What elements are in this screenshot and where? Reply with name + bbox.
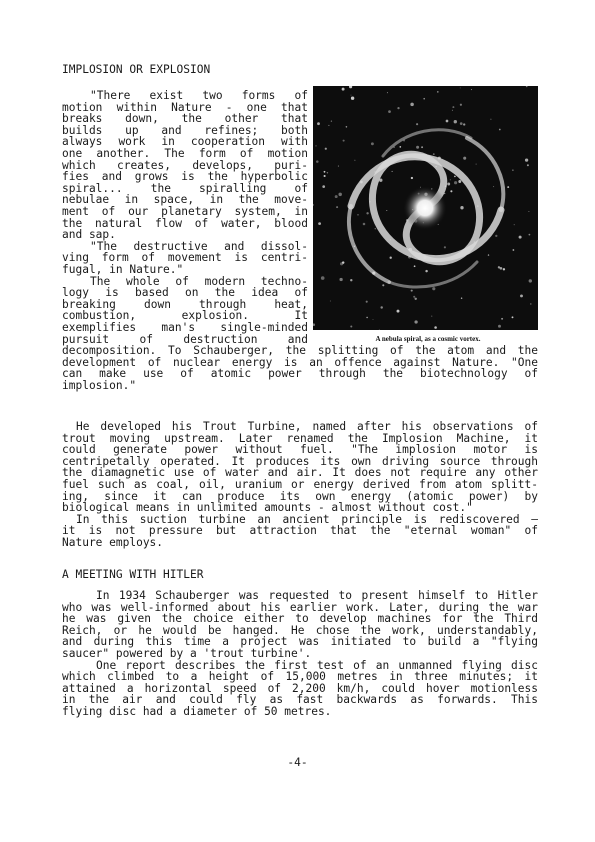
- star-dot: [444, 246, 446, 248]
- star-dot: [431, 316, 432, 317]
- star-dot: [416, 146, 419, 149]
- text-line: in the air and could fly as fast backwards as forwards. This: [62, 693, 538, 707]
- text-line: "The destructive and dissol-: [90, 239, 308, 253]
- star-dot: [454, 120, 457, 123]
- star-dot: [414, 265, 416, 267]
- star-dot: [520, 294, 523, 297]
- text-line: ving form of movement is centri-: [62, 251, 308, 265]
- star-dot: [463, 157, 466, 160]
- star-dot: [325, 148, 327, 150]
- star-dot: [351, 96, 354, 99]
- star-dot: [330, 300, 331, 301]
- star-dot: [322, 185, 325, 188]
- text-line: which creates, develops, puri-: [62, 158, 308, 172]
- text-line: motion within Nature - one that: [62, 100, 308, 114]
- star-dot: [390, 257, 392, 259]
- star-dot: [454, 181, 457, 184]
- text-line: Reich, or he would be hanged. He chose the work, understandably,: [62, 623, 538, 637]
- star-dot: [392, 171, 393, 172]
- star-dot: [437, 91, 439, 93]
- star-dot: [338, 166, 339, 167]
- star-dot: [315, 145, 316, 146]
- star-dot: [410, 103, 414, 107]
- text-line: He developed his Trout Turbine, named after his observations of: [76, 420, 538, 433]
- star-dot: [397, 310, 400, 313]
- nebula-spiral-icon: [313, 86, 538, 330]
- text-line: Nature employs.: [62, 536, 164, 549]
- star-dot: [528, 211, 529, 212]
- star-dot: [318, 222, 321, 225]
- star-dot: [375, 228, 376, 229]
- star-dot: [373, 319, 374, 320]
- star-dot: [387, 92, 388, 93]
- text-line: and during this time a project was initiated to build a "flying: [62, 635, 538, 649]
- star-dot: [324, 175, 326, 177]
- star-dot: [529, 234, 531, 236]
- star-dot: [458, 180, 461, 183]
- star-dot: [316, 160, 319, 163]
- page-number: -4-: [287, 756, 308, 769]
- text-line: trout moving upstream. Later renamed the Implosion Machine, it: [62, 431, 538, 445]
- star-dot: [328, 125, 329, 126]
- text-line: development of nuclear energy is an offence against Nature. "One: [62, 355, 538, 369]
- star-dot: [423, 98, 425, 100]
- star-dot: [452, 106, 454, 108]
- star-dot: [529, 279, 532, 282]
- nebula-photo: [313, 86, 538, 330]
- star-dot: [493, 186, 494, 187]
- star-dot: [501, 318, 503, 320]
- text-line: In this suction turbine an ancient principle is rediscovered —: [76, 512, 538, 526]
- text-line: logy is based on the idea of: [62, 286, 308, 300]
- star-dot: [331, 120, 332, 121]
- star-dot: [357, 214, 359, 216]
- text-line: nebulae in space, in the move-: [62, 193, 308, 207]
- star-dot: [460, 122, 463, 125]
- star-dot: [450, 190, 452, 192]
- text-line: In 1934 Schauberger was requested to present himself to Hitler: [96, 589, 538, 602]
- text-line: breaking down through heat,: [62, 297, 308, 311]
- text-line: always work in cooperation with: [62, 135, 308, 149]
- star-dot: [363, 223, 366, 226]
- star-dot: [476, 164, 477, 165]
- star-dot: [463, 123, 465, 125]
- star-dot: [366, 301, 368, 303]
- text-line: can make use of atomic power through the biotechnology of: [62, 367, 538, 381]
- star-dot: [397, 107, 399, 109]
- star-dot: [350, 95, 351, 96]
- star-dot: [471, 89, 472, 90]
- star-dot: [519, 236, 522, 239]
- text-line: which climbed to a height of 15,000 metres in three minutes; it: [62, 670, 538, 684]
- star-dot: [366, 317, 367, 318]
- text-line: saucer" powered by a 'trout turbine'.: [62, 647, 312, 660]
- text-line: biological means in unlimited amounts - almost without cost.": [62, 501, 473, 515]
- star-dot: [336, 206, 338, 208]
- star-dot: [446, 120, 449, 123]
- text-line: spiral... the spiralling of: [62, 181, 308, 195]
- star-dot: [495, 235, 497, 237]
- star-dot: [447, 183, 450, 186]
- star-dot: [433, 153, 435, 155]
- figure-caption: A nebula spiral, as a cosmic vortex.: [375, 335, 481, 343]
- star-dot: [342, 261, 344, 263]
- text-line: flying disc had a diameter of 50 metres.: [62, 705, 332, 718]
- star-dot: [386, 210, 387, 211]
- star-dot: [350, 325, 352, 327]
- text-line: fugal, in Nature.": [62, 263, 184, 276]
- star-dot: [414, 320, 417, 323]
- star-dot: [382, 284, 384, 286]
- section-heading-implosion: IMPLOSION OR EXPLOSION: [62, 63, 211, 76]
- star-dot: [413, 296, 415, 298]
- text-line: the natural flow of water, blood: [62, 216, 308, 230]
- star-dot: [350, 279, 352, 281]
- text-line: combustion, explosion. It: [62, 309, 308, 323]
- star-dot: [500, 267, 503, 270]
- star-dot: [335, 195, 338, 198]
- star-dot: [425, 270, 427, 272]
- star-dot: [499, 129, 501, 131]
- star-dot: [324, 171, 326, 173]
- text-line: ment of our planetary system, in: [62, 205, 308, 218]
- text-line: pursuit of destruction and: [62, 332, 308, 346]
- star-dot: [388, 110, 391, 113]
- text-line: One report describes the first test of an unmanned flying disc: [96, 658, 538, 672]
- star-dot: [346, 126, 348, 128]
- star-dot: [338, 193, 341, 196]
- star-dot: [450, 179, 451, 180]
- star-dot: [461, 297, 462, 298]
- star-dot: [434, 326, 437, 329]
- text-line: who was well-informed about his earlier work. Later, during the war: [62, 600, 538, 614]
- star-dot: [460, 87, 461, 88]
- text-line: decomposition. To Schauberger, the splitting of the atom and the: [62, 344, 538, 358]
- star-dot: [342, 88, 345, 91]
- text-line: The whole of modern techno-: [90, 274, 308, 288]
- text-line: breaks down, the other that: [62, 112, 308, 126]
- star-dot: [460, 104, 462, 106]
- text-line: one another. The form of motion: [62, 147, 308, 160]
- star-dot: [513, 249, 515, 251]
- text-line: he was given the choice either to develop machines for the Third: [62, 612, 538, 626]
- star-dot: [490, 119, 491, 120]
- star-dot: [452, 110, 453, 111]
- star-dot: [444, 193, 445, 194]
- star-dot: [317, 122, 320, 125]
- star-dot: [366, 212, 368, 214]
- text-line: exemplifies man's single-minded: [62, 321, 308, 334]
- star-dot: [454, 176, 456, 178]
- text-line: the diamagnetic use of water and air. It does not require any other: [62, 466, 538, 480]
- star-dot: [530, 303, 531, 304]
- star-dot: [421, 146, 423, 148]
- text-line: "There exist two forms of: [90, 89, 308, 102]
- text-line: could generate power without fuel. "The implosion motor is: [62, 443, 538, 457]
- star-dot: [512, 169, 514, 171]
- star-dot: [321, 276, 325, 280]
- star-dot: [371, 142, 374, 145]
- star-dot: [460, 206, 463, 209]
- text-line: attained a horizontal speed of 2,200 km/h, could hover motionless: [62, 681, 538, 695]
- star-dot: [498, 325, 501, 328]
- star-dot: [354, 160, 355, 161]
- star-dot: [399, 146, 401, 148]
- section-heading-hitler: A MEETING WITH HITLER: [62, 568, 204, 581]
- text-line: fies and grows is the hyperbolic: [62, 170, 308, 184]
- text-line: implosion.": [62, 379, 137, 392]
- star-dot: [432, 287, 435, 290]
- text-line: and sap.: [62, 228, 116, 242]
- star-dot: [507, 186, 509, 188]
- star-dot: [527, 164, 529, 166]
- star-dot: [414, 298, 416, 300]
- star-dot: [514, 224, 515, 225]
- text-line: it is not pressure but attraction that the "eternal woman" of: [62, 524, 538, 538]
- star-dot: [411, 290, 413, 292]
- star-dot: [339, 278, 342, 281]
- star-dot: [411, 177, 413, 179]
- star-dot: [380, 306, 382, 308]
- star-dot: [488, 254, 489, 255]
- text-line: centripetally operated. It produces its own driving source through: [62, 454, 538, 468]
- text-line: fuel such as coal, oil, uranium or energy derived from atom splitt-: [62, 478, 538, 491]
- star-dot: [343, 140, 345, 142]
- text-line: ing, since it can produce its own energy (atomic power) by: [62, 489, 538, 503]
- star-dot: [327, 172, 328, 173]
- text-line: builds up and refines; both: [62, 123, 308, 137]
- star-dot: [525, 158, 528, 161]
- star-dot: [416, 123, 418, 125]
- star-dot: [512, 316, 514, 318]
- star-dot: [503, 268, 505, 270]
